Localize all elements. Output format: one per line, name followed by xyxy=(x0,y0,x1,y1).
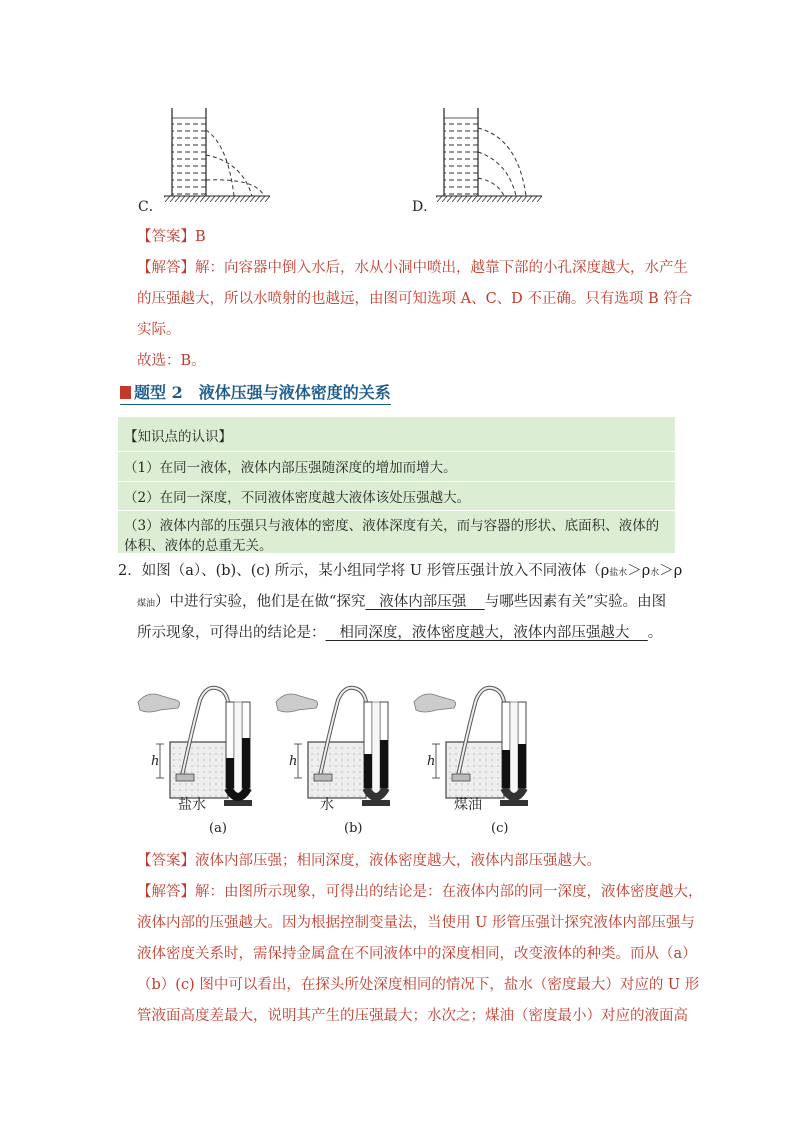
option-d-label: D． xyxy=(412,199,438,215)
h-label-a: h xyxy=(151,754,160,769)
knowledge-header: 【知识点的认识】 xyxy=(124,429,232,445)
q2-line1 xyxy=(118,556,682,589)
q2-explain-line1 xyxy=(137,877,703,908)
option-c-label: C． xyxy=(138,199,163,215)
q2-explain-line4: （b）(c) 图中可以看出，在探头所处深度相同的情况下，盐水（密度最大）对应的 U 形 xyxy=(137,977,700,993)
answer-tag: 【答案】 xyxy=(137,853,195,869)
knowledge-item-1: （1）在同一液体，液体内部压强随深度的增加而增大。 xyxy=(124,460,457,476)
section-marker-icon xyxy=(120,386,131,399)
q2-text: ）中进行实验，他们是在做“探究 xyxy=(155,594,366,610)
answer-tag: 【答案】 xyxy=(137,229,195,245)
q2-text: 所示现象，可得出的结论是： xyxy=(137,625,326,641)
answer-value: 液体内部压强；相同深度，液体密度越大，液体内部压强越大。 xyxy=(195,853,601,869)
q2-line3 xyxy=(137,618,662,649)
pressure-gauge-figure xyxy=(130,680,550,840)
q1-choice: 故选：B。 xyxy=(137,353,206,369)
rho-water-sub: 水 xyxy=(650,568,660,578)
explain-text: 解：向容器中倒入水后，水从小洞中喷出，越靠下部的小孔深度越大，水产生 xyxy=(195,260,688,276)
blank-1: 液体内部压强 xyxy=(365,594,485,610)
q2-explain-line2: 液体内部的压强越大。因为根据控制变量法，当使用 U 形管压强计探究液体内部压强与 xyxy=(137,915,695,931)
blank-2: 相同深度，液体密度越大，液体内部压强越大 xyxy=(325,625,648,641)
q1-explain-line3: 实际。 xyxy=(137,322,181,338)
explain-tag: 【解答】 xyxy=(137,260,195,276)
q2-answer-line xyxy=(137,846,601,877)
q2-line2 xyxy=(137,587,666,620)
q2-gt1: ＞ρ xyxy=(627,563,651,579)
knowledge-item-2: （2）在同一深度，不同液体密度越大液体该处压强越大。 xyxy=(124,490,471,506)
explain-text: 解：由图所示现象，可得出的结论是：在液体内部的同一深度，液体密度越大， xyxy=(195,884,703,900)
h-label-b: h xyxy=(289,754,298,769)
q2-text: 。 xyxy=(647,625,663,641)
divider xyxy=(118,451,675,452)
caption-c: (c) xyxy=(491,821,509,836)
q2-explain-line3: 液体密度关系时，需保持金属盒在不同液体中的深度相同，改变液体的种类。而从（a） xyxy=(137,946,697,962)
answer-value: B xyxy=(195,229,206,245)
q2-gt2: ＞ρ xyxy=(659,563,683,579)
section-title-text: 题型 2 液体压强与液体密度的关系 xyxy=(134,383,391,402)
q2-text: 2．如图（a）、(b)、(c) 所示，某小组同学将 U 形管压强计放入不同液体（ρ xyxy=(118,563,610,579)
q2-text: 与哪些因素有关”实验。由图 xyxy=(484,594,667,610)
caption-a: (a) xyxy=(209,821,227,836)
explain-tag: 【解答】 xyxy=(137,884,195,900)
knowledge-item-3a: （3）液体内部的压强只与液体的密度、液体深度有关，而与容器的形状、底面积、液体的 xyxy=(124,518,660,534)
section-title xyxy=(120,380,391,405)
knowledge-item-3b: 体积、液体的总重无关。 xyxy=(124,538,273,554)
divider xyxy=(118,510,675,511)
option-d-figure xyxy=(432,100,547,210)
q1-explain-line2: 的压强越大，所以水喷射的也越远，由图可知选项 A、C、D 不正确。只有选项 B 符合 xyxy=(137,291,693,307)
divider xyxy=(118,481,675,482)
liquid-label-b: 水 xyxy=(320,797,334,813)
q1-explain-line1 xyxy=(137,253,688,284)
q2-explain-line5: 管液面高度差最大，说明其产生的压强最大；水次之；煤油（密度最小）对应的液面高 xyxy=(137,1008,688,1024)
q1-answer-line xyxy=(137,222,206,253)
liquid-label-c: 煤油 xyxy=(454,797,482,813)
rho-kero-sub: 煤油 xyxy=(137,599,156,609)
h-label-c: h xyxy=(427,754,436,769)
liquid-label-a: 盐水 xyxy=(178,797,206,813)
rho-salt-sub: 盐水 xyxy=(609,568,628,578)
caption-b: (b) xyxy=(344,821,363,836)
option-c-figure xyxy=(160,100,275,210)
